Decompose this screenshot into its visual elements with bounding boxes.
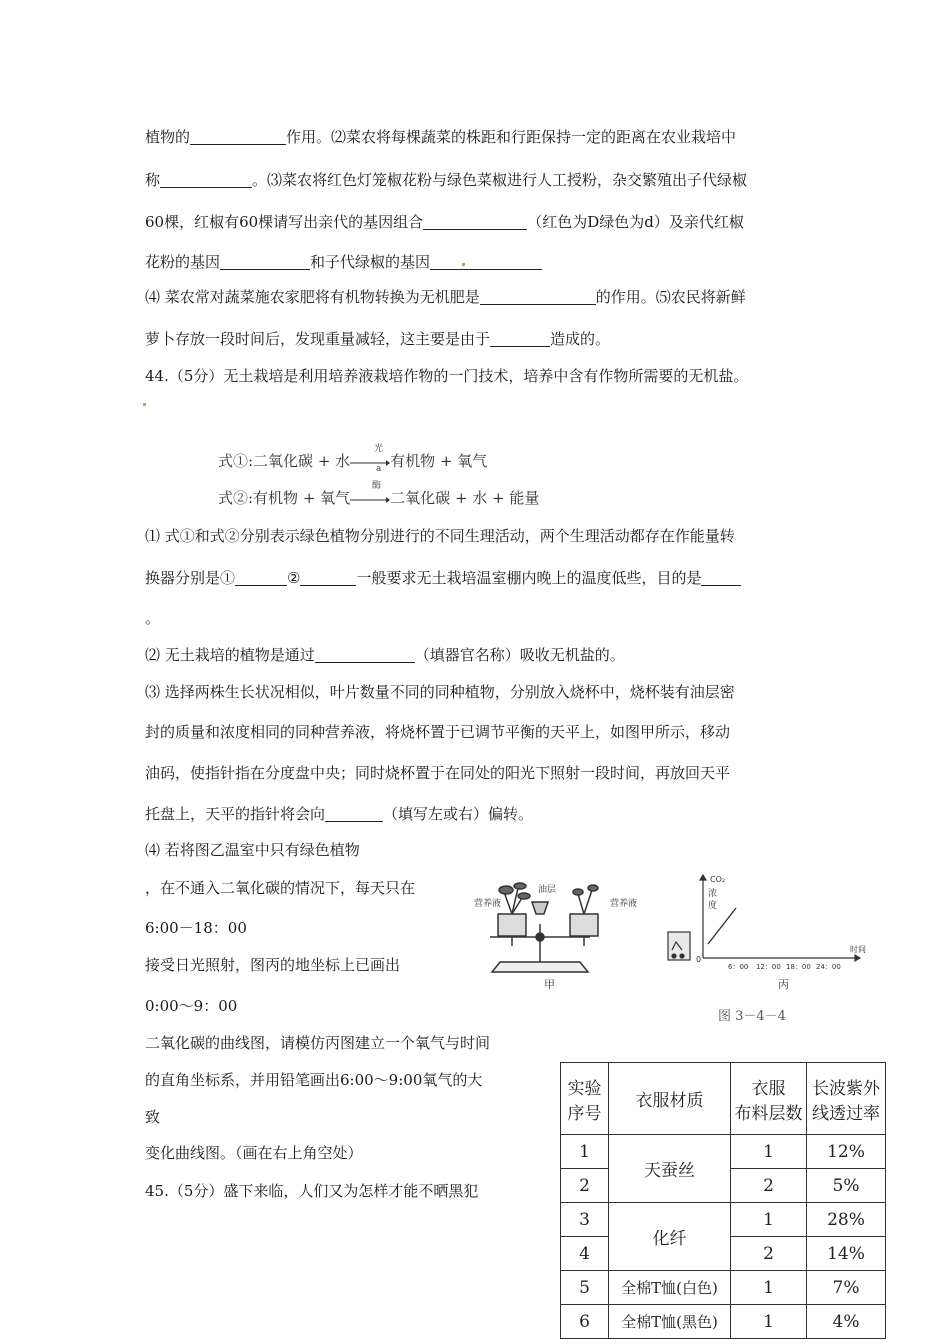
y-axis-label: 度 [708, 901, 718, 911]
cell-rate: 7% [807, 1271, 886, 1305]
y-axis-label: CO₂ [710, 875, 726, 884]
text-line-1 [145, 127, 736, 147]
label-bing: 丙 [778, 978, 789, 991]
cell-id: 6 [561, 1305, 609, 1339]
text-line: ，在不通入二氧化碳的情况下，每天只在 [145, 879, 416, 897]
greenhouse-icon [668, 932, 690, 960]
x-tick: 18：00 [786, 963, 811, 971]
y-axis-label: 浓 [708, 889, 718, 899]
answer-blank[interactable] [315, 646, 415, 663]
x-axis-label: 时间 [850, 945, 866, 954]
cell-id: 2 [561, 1169, 609, 1203]
answer-blank[interactable] [190, 128, 286, 145]
header-rate: 长波紫外 线透过率 [807, 1063, 886, 1135]
text-line: 接受日光照射，图丙的地坐标上已画出 [145, 956, 401, 974]
arrow-label-bottom: a [376, 464, 382, 474]
figure-caption: 图 3－4－4 [718, 1009, 786, 1024]
cell-material: 全棉T恤(白色) [609, 1271, 731, 1305]
text: 的作用。⑸农民将新鲜 [595, 288, 746, 306]
text-line-5 [145, 287, 746, 307]
label-right: 营养液 [610, 899, 638, 909]
text: ⑵ 无土栽培的植物是通过 [145, 646, 315, 664]
formula-right: 有机物 + 氧气 [390, 452, 488, 470]
text-line: 的直角坐标系，并用铅笔画出6:00～9:00氧气的大 [145, 1071, 483, 1089]
table-row [561, 1203, 886, 1237]
arrow-label-top: 光 [374, 444, 384, 454]
cell-layers: 1 [731, 1305, 807, 1339]
cell-id: 3 [561, 1203, 609, 1237]
text-line: ⑴ 式①和式②分别表示绿色植物分别进行的不同生理活动，两个生理活动都存在作能量转 [145, 527, 735, 545]
text-line: 二氧化碳的曲线图，请模仿丙图建立一个氧气与时间 [145, 1034, 491, 1052]
text: 造成的。 [550, 330, 611, 348]
text: 60棵，红椒有60棵请写出亲代的基因组合 [145, 213, 424, 231]
text: 托盘上，天平的指针将会向 [145, 805, 326, 823]
x-tick: 24：00 [816, 963, 841, 971]
text-line-3 [145, 212, 744, 232]
answer-blank[interactable] [235, 569, 287, 586]
cell-material: 全棉T恤(黑色) [609, 1305, 731, 1339]
figure-3-4-4 [460, 872, 880, 1030]
answer-blank[interactable] [220, 253, 310, 270]
answer-blank[interactable] [300, 569, 356, 586]
text-line-2 [145, 170, 747, 190]
text: ② [287, 569, 301, 587]
table-row [561, 1271, 886, 1305]
text-line: 封的质量和浓度相同的同种营养液，将烧杯置于已调节平衡的天平上，如图甲所示，移动 [145, 723, 731, 741]
formula-1 [218, 450, 487, 471]
text: 花粉的基因 [145, 253, 221, 271]
text-line [145, 568, 741, 588]
text-line-4 [145, 252, 542, 272]
cell-id: 4 [561, 1237, 609, 1271]
cell-rate: 28% [807, 1203, 886, 1237]
answer-blank[interactable] [490, 330, 550, 347]
text: 称 [145, 171, 161, 189]
text-line-6 [145, 329, 610, 349]
answer-blank[interactable] [701, 569, 741, 586]
question-44: 44.（5分）无土栽培是利用培养液栽培作物的一门技术，培养中含有作物所需要的无机盐。 [145, 367, 749, 385]
text: 。⑶菜农将红色灯笼椒花粉与绿色菜椒进行人工授粉，杂交繁殖出子代绿椒 [252, 171, 748, 189]
cell-rate: 4% [807, 1305, 886, 1339]
text-line: 6:00－18：00 [145, 919, 247, 937]
co2-graph [700, 875, 860, 961]
formula-left: 式②:有机物 + 氧气 [218, 489, 351, 507]
text-line [145, 804, 533, 824]
label-oil: 油层 [538, 885, 557, 895]
balance-diagram [490, 883, 598, 972]
cell-id: 1 [561, 1135, 609, 1169]
cell-material: 化纤 [609, 1203, 731, 1271]
text-line: ⑷ 若将图乙温室中只有绿色植物 [145, 841, 360, 859]
text-line: ⑶ 选择两株生长状况相似，叶片数量不同的同种植物，分别放入烧杯中，烧杯装有油层密 [145, 683, 735, 701]
answer-blank[interactable] [160, 171, 252, 188]
text: 和子代绿椒的基因 [310, 253, 431, 271]
cell-rate: 5% [807, 1169, 886, 1203]
text: 一般要求无土栽培温室棚内晚上的温度低些，目的是 [356, 569, 702, 587]
table-row [561, 1135, 886, 1169]
reaction-arrow [350, 456, 390, 466]
text: 植物的 [145, 128, 191, 146]
formula-left: 式①:二氧化碳 + 水 [218, 452, 351, 470]
formula-right: 二氧化碳 + 水 + 能量 [390, 489, 540, 507]
question-45: 45.（5分）盛下来临，人们又为怎样才能不晒黑犯 [145, 1182, 479, 1200]
origin-label: 0 [696, 955, 702, 964]
header-id: 实验 序号 [561, 1063, 609, 1135]
scan-dot [462, 263, 465, 266]
cell-layers: 2 [731, 1237, 807, 1271]
cell-layers: 1 [731, 1135, 807, 1169]
text-line: 致 [145, 1108, 161, 1126]
scan-dot [143, 403, 146, 406]
x-tick: 6：00 [728, 963, 749, 971]
text-line [145, 645, 625, 665]
text: （填器官名称）吸收无机盐的。 [414, 646, 625, 664]
cell-layers: 2 [731, 1169, 807, 1203]
header-material: 衣服材质 [609, 1063, 731, 1135]
answer-blank[interactable] [480, 288, 596, 305]
text: （填写左或右）偏转。 [383, 805, 534, 823]
x-tick: 12：00 [756, 963, 781, 971]
uv-transmission-table [560, 1062, 886, 1339]
arrow-label-top: 酶 [372, 481, 382, 491]
text-line: 。 [145, 609, 161, 627]
text: 换器分别是① [145, 569, 236, 587]
cell-rate: 12% [807, 1135, 886, 1169]
cell-layers: 1 [731, 1203, 807, 1237]
cell-id: 5 [561, 1271, 609, 1305]
answer-blank[interactable] [423, 213, 527, 230]
table-row [561, 1305, 886, 1339]
answer-blank[interactable] [430, 253, 542, 270]
cell-layers: 1 [731, 1271, 807, 1305]
text-line: 油码，使指针指在分度盘中央；同时烧杯置于在同处的阳光下照射一段时间，再放回天平 [145, 764, 731, 782]
answer-blank[interactable] [325, 805, 383, 822]
cell-rate: 14% [807, 1237, 886, 1271]
reaction-arrow [350, 493, 390, 503]
text-line: 0:00～9：00 [145, 997, 238, 1015]
table-header-row [561, 1063, 886, 1135]
text-line: 变化曲线图。（画在右上角空处） [145, 1144, 363, 1162]
text: ⑷ 菜农常对蔬菜施农家肥将有机物转换为无机肥是 [145, 288, 480, 306]
header-layers: 衣服 布料层数 [731, 1063, 807, 1135]
text: （红色为D绿色为d）及亲代红椒 [527, 213, 744, 231]
cell-material: 天蚕丝 [609, 1135, 731, 1203]
label-jia: 甲 [544, 978, 555, 991]
text: 作用。⑵菜农将每棵蔬菜的株距和行距保持一定的距离在农业栽培中 [286, 128, 737, 146]
label-left: 营养液 [474, 899, 502, 909]
text: 萝卜存放一段时间后，发现重量减轻，这主要是由于 [145, 330, 491, 348]
